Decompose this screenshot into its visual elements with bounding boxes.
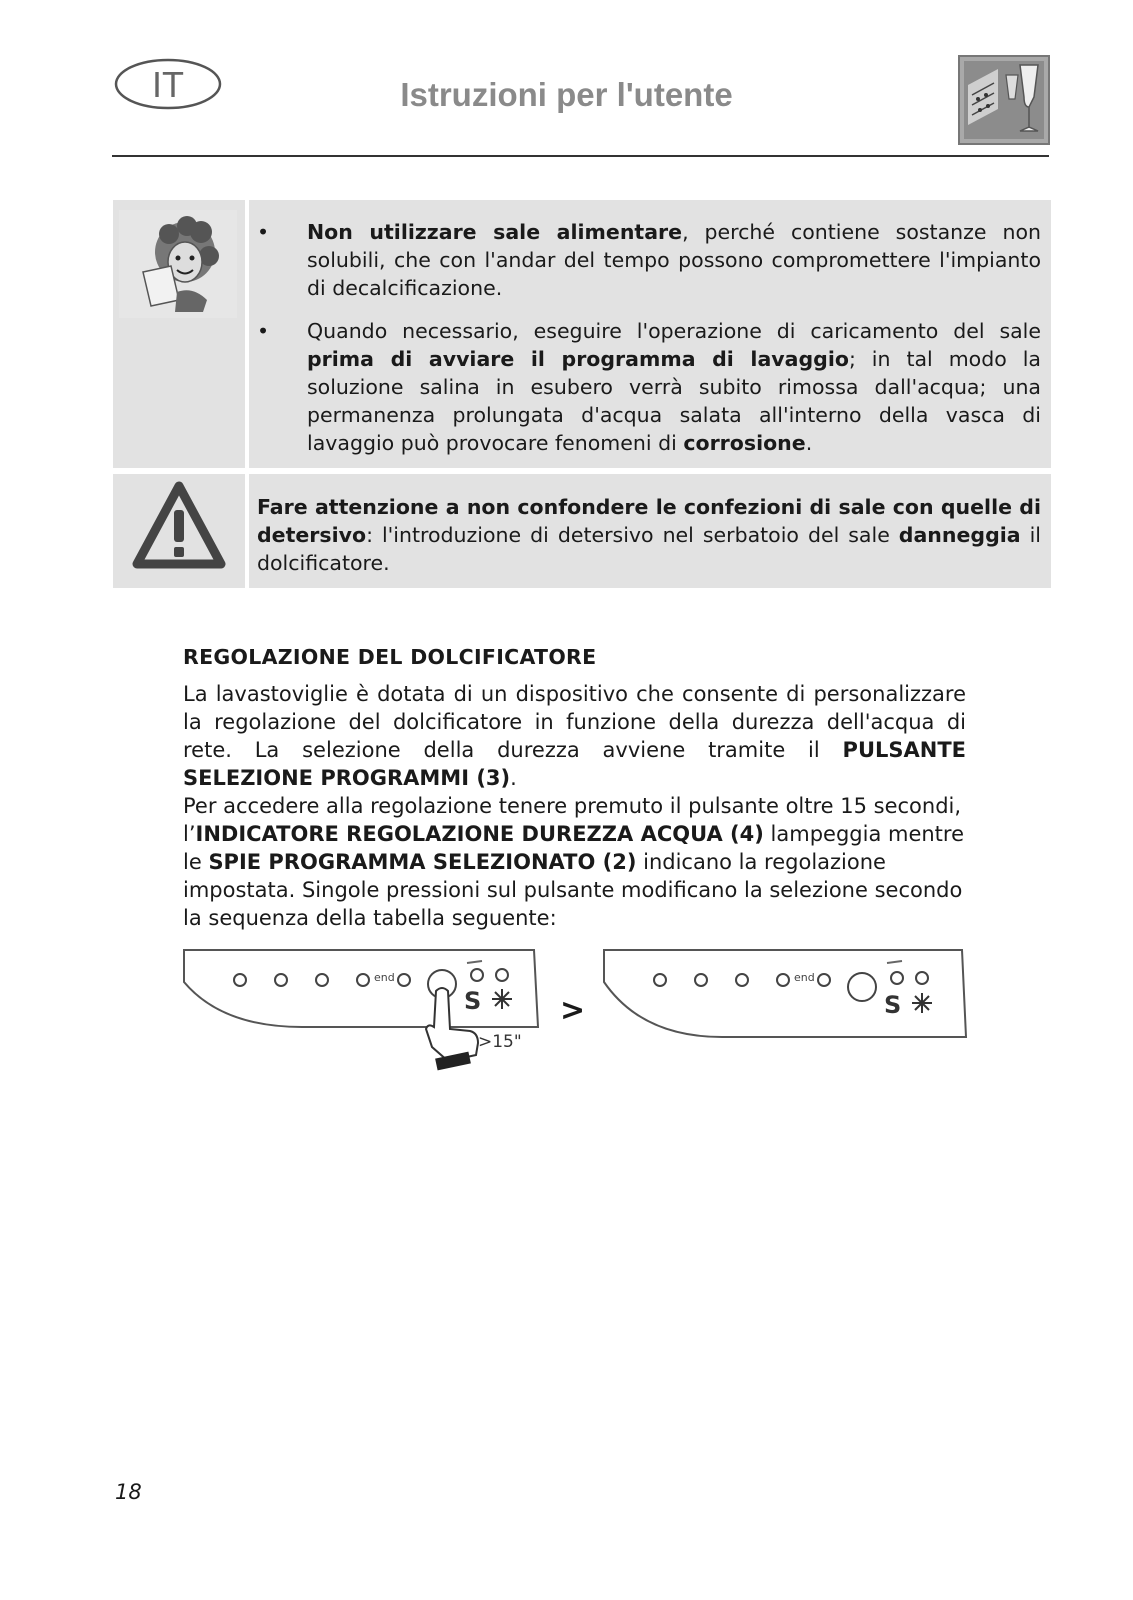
press-duration-label: >15" [478, 1032, 522, 1052]
bullet-icon: • [257, 319, 270, 343]
control-panel-pressed-diagram [182, 947, 542, 1077]
section-heading: REGOLAZIONE DEL DOLCIFICATORE [183, 645, 597, 669]
page-number: 18 [115, 1480, 142, 1504]
warning-text-end: il dolcificatore. [257, 523, 1041, 575]
para2-text2: lampeggia mentre le [183, 822, 964, 874]
header-rule [112, 155, 1049, 157]
tips-icon-cell [113, 200, 245, 468]
tip-salt-timing-text2: ; in tal modo la soluzione salina in esubero verrà subito rimossa dall'acqua; una permanenza prolungata d'acqua salata all'interno della vasca di lavaggio può provocare fenomeni di [307, 347, 1041, 455]
warning-box [113, 474, 1051, 588]
page-title: Istruzioni per l'utente [400, 76, 733, 113]
end-label: end [374, 971, 395, 984]
hardness-indicator-icon [492, 989, 512, 1009]
section-paragraph-1 [183, 680, 966, 792]
tip-salt-timing [257, 317, 1041, 457]
warning-icon [113, 474, 245, 588]
tips-box [113, 200, 1051, 468]
para2-bold1: INDICATORE REGOLAZIONE DUREZZA ACQUA (4) [195, 822, 764, 846]
bullet-icon: • [257, 220, 270, 244]
tip-salt-timing-end: . [805, 431, 813, 455]
tip-salt-timing-bold: prima di avviare il programma di lavaggio [307, 347, 849, 371]
tip-salt-type [257, 218, 1041, 302]
woman-reading-icon [113, 200, 245, 468]
warning-text [257, 493, 1041, 577]
control-panel-adjust-diagram [602, 947, 970, 1047]
tip-salt-type-text: , perché contiene sostanze non solubili, che con l'andar del tempo possono compromettere l'impianto di decalcificazione. [307, 220, 1041, 300]
tips-text-cell [249, 200, 1051, 468]
section-paragraph-2 [183, 792, 966, 932]
para1-text: La lavastoviglie è dotata di un dispositivo che consente di personalizzare la regolazione del dolcificatore in funzione della durezza dell'acqua di rete. La selezione della durezza avviene tramite il [183, 682, 966, 762]
warning-bold: Fare attenzione a non confondere le confezioni di sale con quelle di detersivo [257, 495, 1041, 547]
para1-end: . [510, 766, 517, 790]
hardness-indicator-icon [912, 993, 932, 1013]
language-code: IT [152, 64, 184, 105]
para2-text3: indicano la regolazione impostata. Singole pressioni sul pulsante modificano la selezione secondo la sequenza della tabella seguente: [183, 850, 963, 930]
tip-salt-type-bold: Non utilizzare sale alimentare [307, 220, 683, 244]
para2-text1: Per accedere alla regolazione tenere premuto il pulsante oltre 15 secondi, l’ [183, 794, 962, 846]
dishwasher-thumbnail-icon [958, 55, 1050, 145]
warning-icon-cell [113, 474, 245, 588]
warning-bold2: danneggia [898, 523, 1021, 547]
tip-salt-timing-text1: Quando necessario, eseguire l'operazione di caricamento del sale [307, 319, 1041, 343]
tip-salt-timing-bold2: corrosione [683, 431, 806, 455]
end-label: end [794, 971, 815, 984]
salt-symbol-icon: S [464, 987, 482, 1015]
warning-text-mid: : l'introduzione di detersivo nel serbatoio del sale [366, 523, 899, 547]
sequence-arrow: > [560, 993, 586, 1028]
warning-text-cell [249, 474, 1051, 588]
salt-symbol-icon: S [884, 991, 902, 1019]
para2-bold2: SPIE PROGRAMMA SELEZIONATO (2) [208, 850, 637, 874]
para1-bold: PULSANTE SELEZIONE PROGRAMMI (3) [183, 738, 966, 790]
